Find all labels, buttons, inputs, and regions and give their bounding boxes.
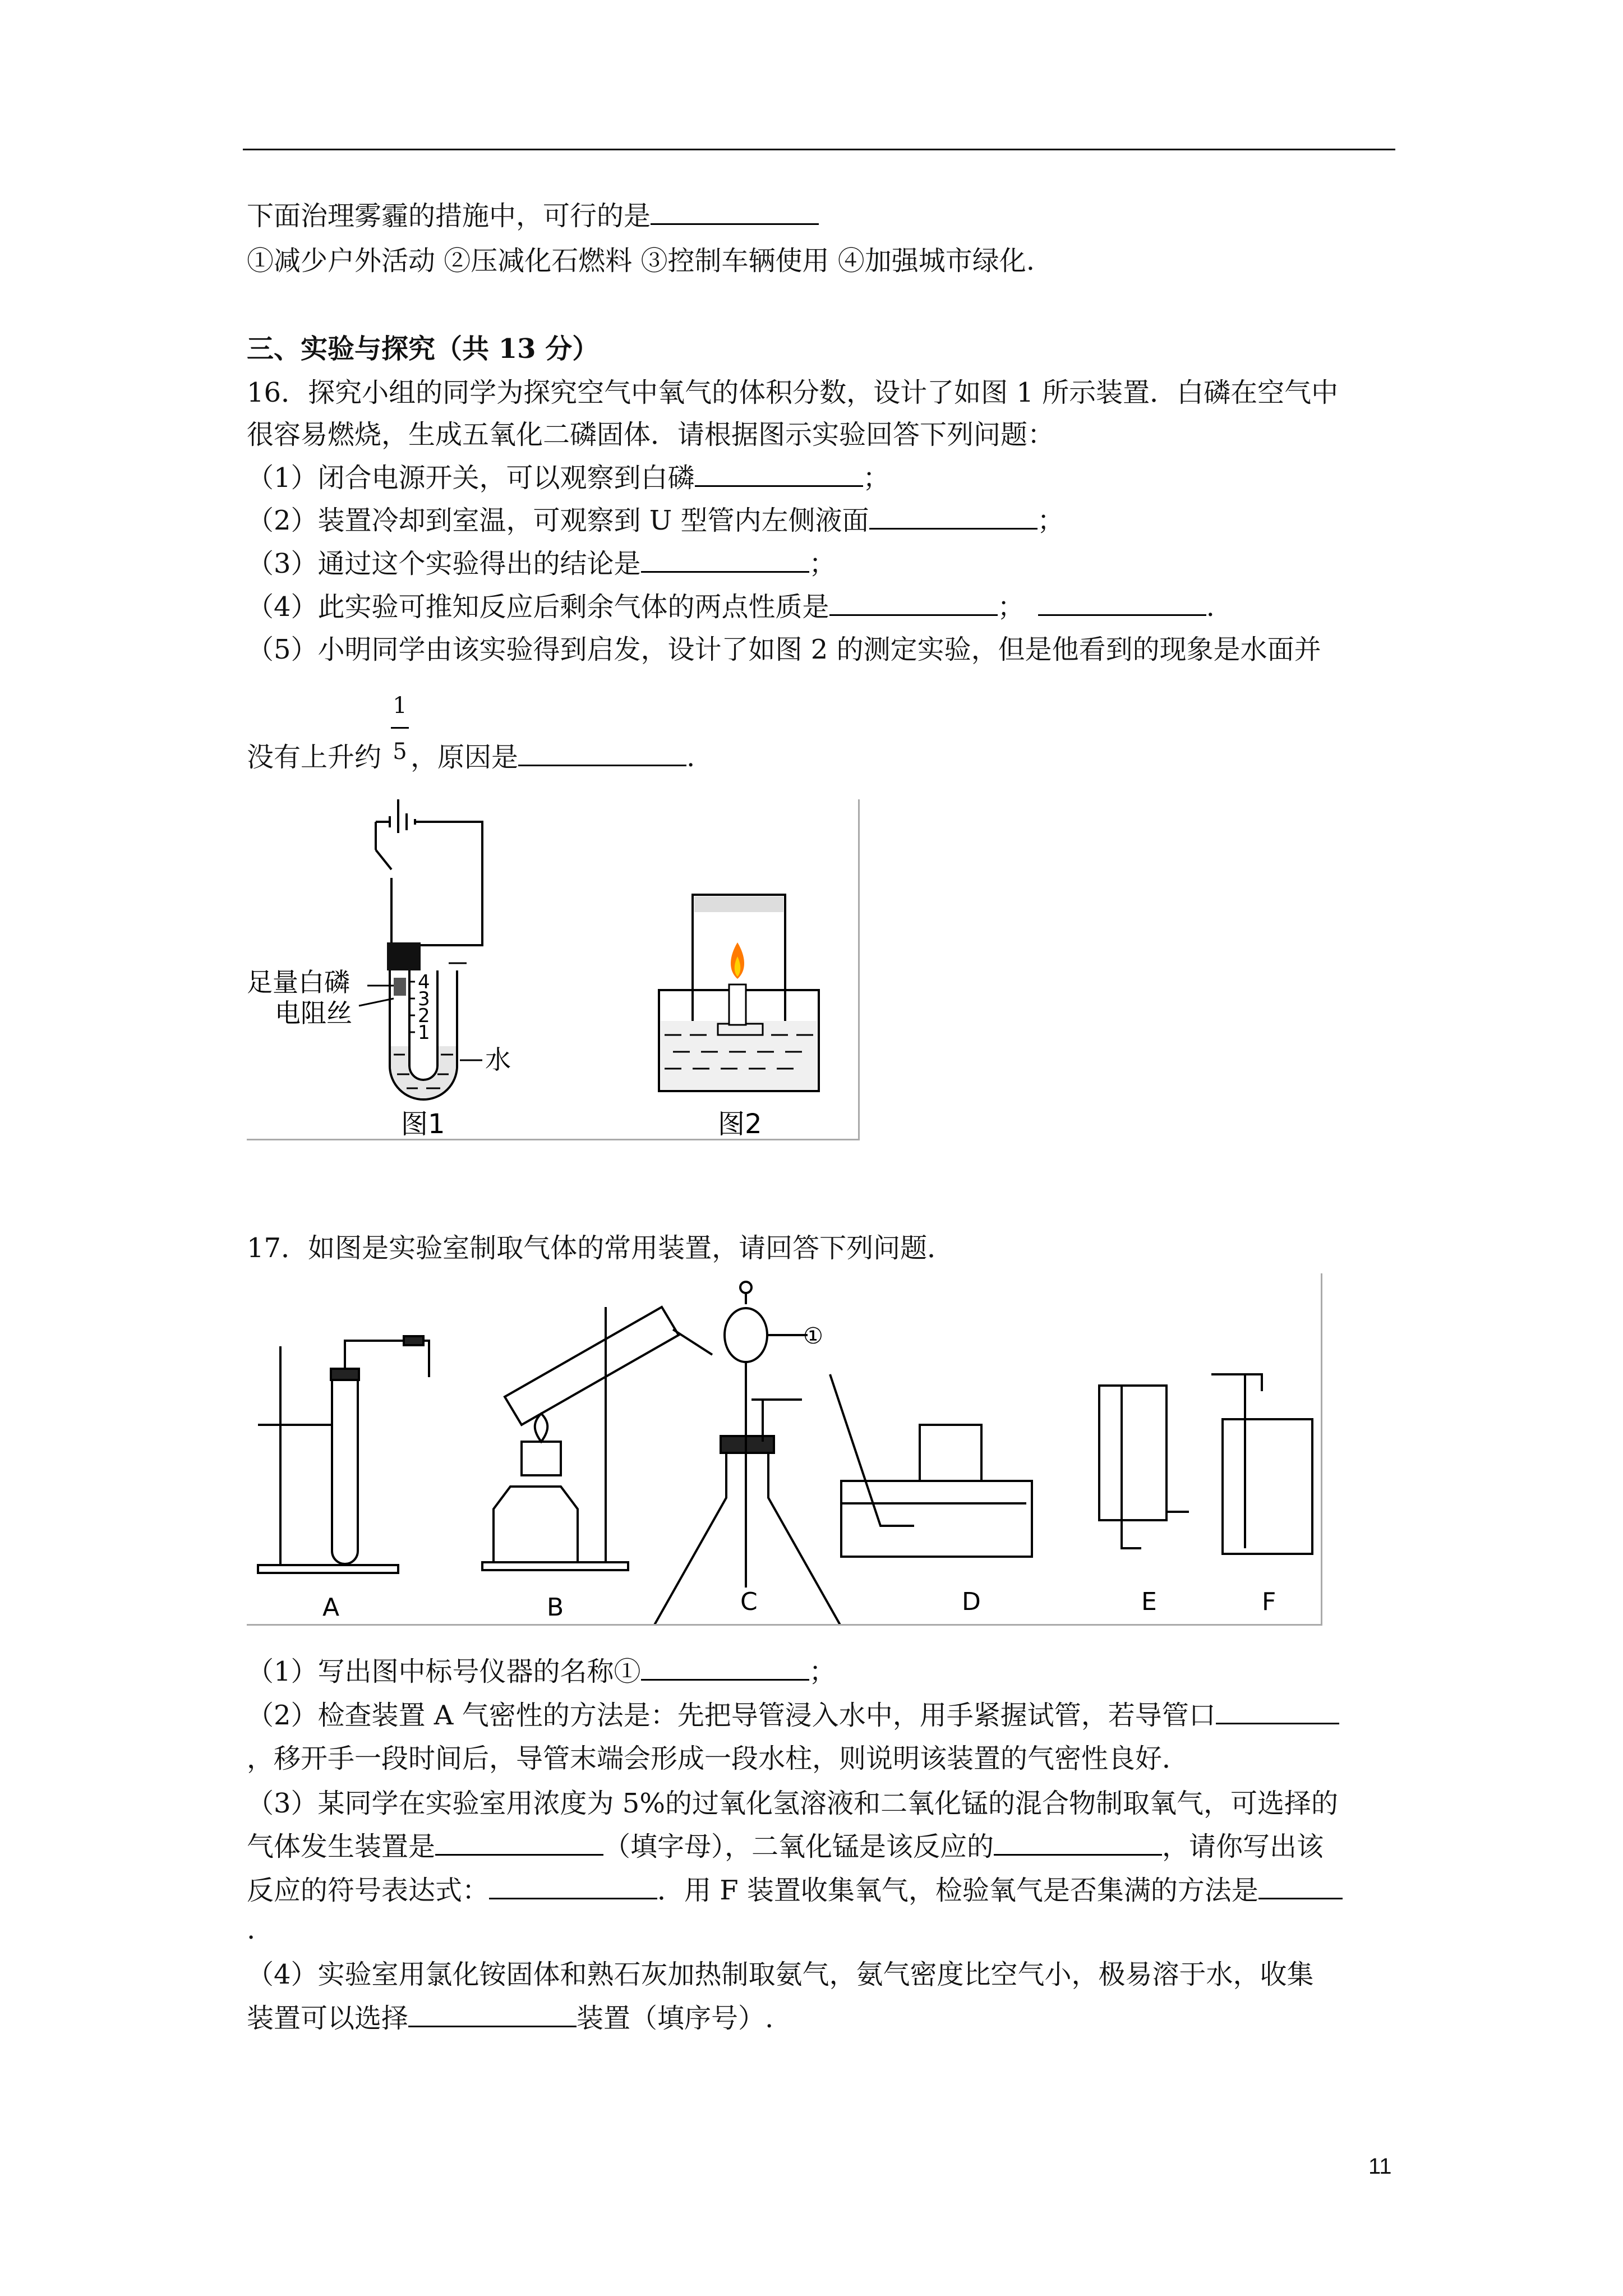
figure-q16-drawing — [247, 799, 858, 1139]
label-E: E — [1141, 1588, 1157, 1616]
figure-q16 — [247, 799, 860, 1140]
fraction-numerator: 1 — [393, 693, 407, 719]
fig2-caption: 图2 — [718, 1108, 762, 1139]
q17-part3d: . — [247, 1914, 256, 1945]
candle — [729, 984, 746, 1025]
q17-part3a: （3）某同学在实验室用浓度为 5%的过氧化氢溶液和二氧化锰的混合物制取氧气，可选择的 — [247, 1788, 1338, 1819]
q16-part2: （2）装置冷却到室温，可观察到 U 型管内左侧液面 ； — [247, 505, 1064, 536]
header-rule — [243, 149, 1395, 150]
answer-blank[interactable] — [489, 1875, 657, 1899]
answer-blank[interactable] — [408, 2003, 577, 2027]
scale-1: 1 — [418, 1022, 430, 1044]
label-phosphorus: 足量白磷 — [247, 967, 350, 997]
q17-stem: 17．如图是实验室制取气体的常用装置，请回答下列问题． — [247, 1232, 955, 1264]
fraction-denominator: 5 — [393, 739, 407, 765]
scale-4: 4 — [418, 971, 430, 993]
label-B: B — [547, 1593, 564, 1622]
answer-blank[interactable] — [435, 1832, 603, 1856]
scale-2: 2 — [418, 1005, 430, 1027]
label-wire: 电阻丝 — [275, 998, 352, 1028]
q16-part3: （3）通过这个实验得出的结论是 ； — [247, 548, 836, 579]
q16-part4: （4）此实验可推知反应后剩余气体的两点性质是 ； . — [247, 591, 1215, 623]
q17-part4a: （4）实验室用氯化铵固体和熟石灰加热制取氨气，氨气密度比空气小，极易溶于水，收集 — [247, 1959, 1314, 1990]
label-C: C — [740, 1588, 758, 1616]
answer-blank[interactable] — [994, 1832, 1162, 1856]
q17-part3c: 反应的符号表达式： ．用 F 装置收集氧气，检验氧气是否集满的方法是 — [247, 1874, 1343, 1907]
stopper — [387, 942, 421, 970]
page-number: 11 — [1368, 2154, 1392, 2179]
q16-stem2: 很容易燃烧，生成五氧化二磷固体．请根据图示实验回答下列问题： — [247, 419, 1055, 450]
answer-blank[interactable] — [1216, 1700, 1339, 1724]
label-A: A — [322, 1593, 340, 1622]
section-title: 三、实验与探究（共 13 分） — [247, 333, 600, 365]
figure-q17 — [247, 1273, 1322, 1626]
figure-q17-drawing — [247, 1273, 1321, 1624]
fig1-caption: 图1 — [401, 1108, 445, 1139]
label-F: F — [1262, 1588, 1276, 1616]
q15-options: ①减少户外活动 ②压减化石燃料 ③控制车辆使用 ④加强城市绿化. — [247, 245, 1035, 277]
white-phosphorus — [394, 978, 406, 996]
q16-part1: （1）闭合电源开关，可以观察到白磷 ； — [247, 462, 890, 494]
fraction-bar — [391, 727, 409, 729]
q16-stem1: 16．探究小组的同学为探究空气中氧气的体积分数，设计了如图 1 所示装置．白磷在空气中 — [247, 377, 1339, 408]
q16-part5b: 没有上升约 ，原因是 . — [247, 742, 695, 773]
scale-3: 3 — [418, 988, 430, 1010]
q17-part4b: 装置可以选择 装置（填序号）. — [247, 2003, 774, 2034]
q17-part2a: （2）检查装置 A 气密性的方法是：先把导管浸入水中，用手紧握试管，若导管口 — [247, 1699, 1339, 1732]
answer-blank[interactable] — [1038, 592, 1206, 616]
answer-blank[interactable] — [641, 1657, 809, 1681]
answer-blank[interactable] — [829, 592, 998, 616]
label-D: D — [962, 1588, 981, 1616]
q16-part5a: （5）小明同学由该实验得到启发，设计了如图 2 的测定实验，但是他看到的现象是水面并 — [247, 634, 1321, 665]
q17-part1: （1）写出图中标号仪器的名称① ； — [247, 1656, 836, 1687]
answer-blank[interactable] — [695, 463, 863, 487]
answer-blank[interactable] — [651, 201, 819, 225]
q15-line1: 下面治理雾霾的措施中，可行的是 — [247, 199, 819, 233]
q17-part2b: ，移开手一段时间后，导管末端会形成一段水柱，则说明该装置的气密性良好． — [247, 1743, 1189, 1774]
marker-1: ① — [803, 1323, 823, 1349]
answer-blank[interactable] — [518, 742, 686, 766]
q17-part3b: 气体发生装置是 （填字母），二氧化锰是该反应的 ，请你写出该 — [247, 1831, 1324, 1862]
label-water: 水 — [485, 1045, 511, 1075]
answer-blank[interactable] — [641, 549, 809, 573]
answer-blank[interactable] — [1258, 1875, 1343, 1899]
answer-blank[interactable] — [869, 505, 1038, 530]
